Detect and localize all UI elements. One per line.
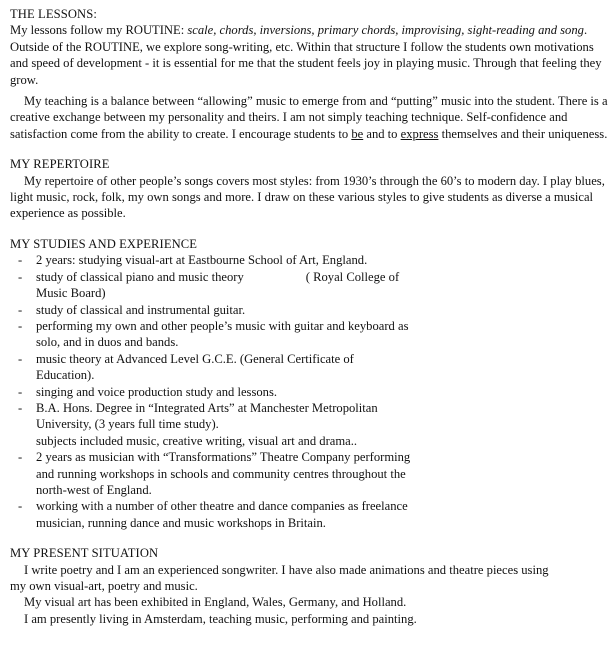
lessons-heading: THE LESSONS: bbox=[10, 7, 97, 21]
repertoire-paragraph: My repertoire of other people’s songs covers most styles: from 1930’s through the 60’s to modern day. I play blues, light music, rock, folk, my own songs and more. I draw on these various styles to give students as diverse a musical experience as possible. bbox=[10, 173, 605, 221]
lessons-paragraph-2 bbox=[10, 93, 608, 142]
studies-list bbox=[10, 252, 608, 531]
present-section bbox=[10, 545, 608, 627]
list-item: - B.A. Hons. Degree in “Integrated Arts” at Manchester Metropolitan University, (3 years full time study). subjects included music, creative writing, visual art and drama.. bbox=[18, 400, 378, 448]
list-item: - performing my own and other people’s music with guitar and keyboard as solo, and in duos and bands. bbox=[18, 318, 409, 350]
lessons-routine-list: scale, chords, inversions, primary chords, improvising, sight-reading and song bbox=[187, 23, 584, 38]
lessons-p1-rest: . Outside of the ROUTINE, we explore song-writing, etc. Within that structure I follow the students own motivations and speed of development - it is essential for me that the student feels joy in playing music. Through that feeling they grow. bbox=[10, 23, 602, 87]
repertoire-section bbox=[10, 156, 608, 222]
lessons-p2-express: express bbox=[400, 126, 439, 141]
list-item: - study of classical and instrumental guitar. bbox=[18, 302, 246, 317]
lessons-p1-intro: My lessons follow my ROUTINE: bbox=[10, 23, 188, 38]
list-item: - music theory at Advanced Level G.C.E. (General Certificate of Education). bbox=[18, 351, 354, 383]
present-line-2: my own visual-art, poetry and music. bbox=[10, 579, 198, 593]
present-line-4: I am presently living in Amsterdam, teaching music, performing and painting. bbox=[24, 611, 417, 626]
lessons-p2-be: be bbox=[351, 126, 364, 141]
studies-section bbox=[10, 236, 608, 531]
present-heading: MY PRESENT SITUATION bbox=[10, 546, 159, 561]
lessons-section bbox=[10, 6, 608, 142]
list-item: - working with a number of other theatre and dance companies as freelance musician, running dance and music workshops in Britain. bbox=[18, 499, 408, 530]
list-item: - 2 years as musician with “Transformations” Theatre Company performing and running workshops in schools and community centres throughout the north-west of England. bbox=[18, 450, 411, 497]
list-item: - 2 years: studying visual-art at Eastbourne School of Art, England. bbox=[18, 253, 368, 268]
lessons-p2-end: themselves and their uniqueness. bbox=[438, 126, 608, 141]
lessons-p2-text: My teaching is a balance between “allowing” music to emerge from and “putting” music into the student. There is a creative exchange between my personality and theirs. I am not simply teaching technique. Self-confidence and satisfaction come from the ability to create. I encourage students to bbox=[10, 94, 608, 141]
repertoire-heading: MY REPERTOIRE bbox=[10, 157, 110, 172]
present-line-1: I write poetry and I am an experienced songwriter. I have also made animations and theatre pieces using bbox=[24, 562, 549, 577]
list-item: - study of classical piano and music theory ( Royal College of Music Board) bbox=[18, 269, 400, 301]
document-page bbox=[10, 6, 608, 627]
studies-heading: MY STUDIES AND EXPERIENCE bbox=[10, 236, 198, 251]
lessons-p2-and: and to bbox=[363, 126, 401, 141]
present-line-3: My visual art has been exhibited in England, Wales, Germany, and Holland. bbox=[24, 595, 407, 610]
list-item: - singing and voice production study and lessons. bbox=[18, 384, 278, 399]
lessons-paragraph-1 bbox=[10, 22, 608, 88]
